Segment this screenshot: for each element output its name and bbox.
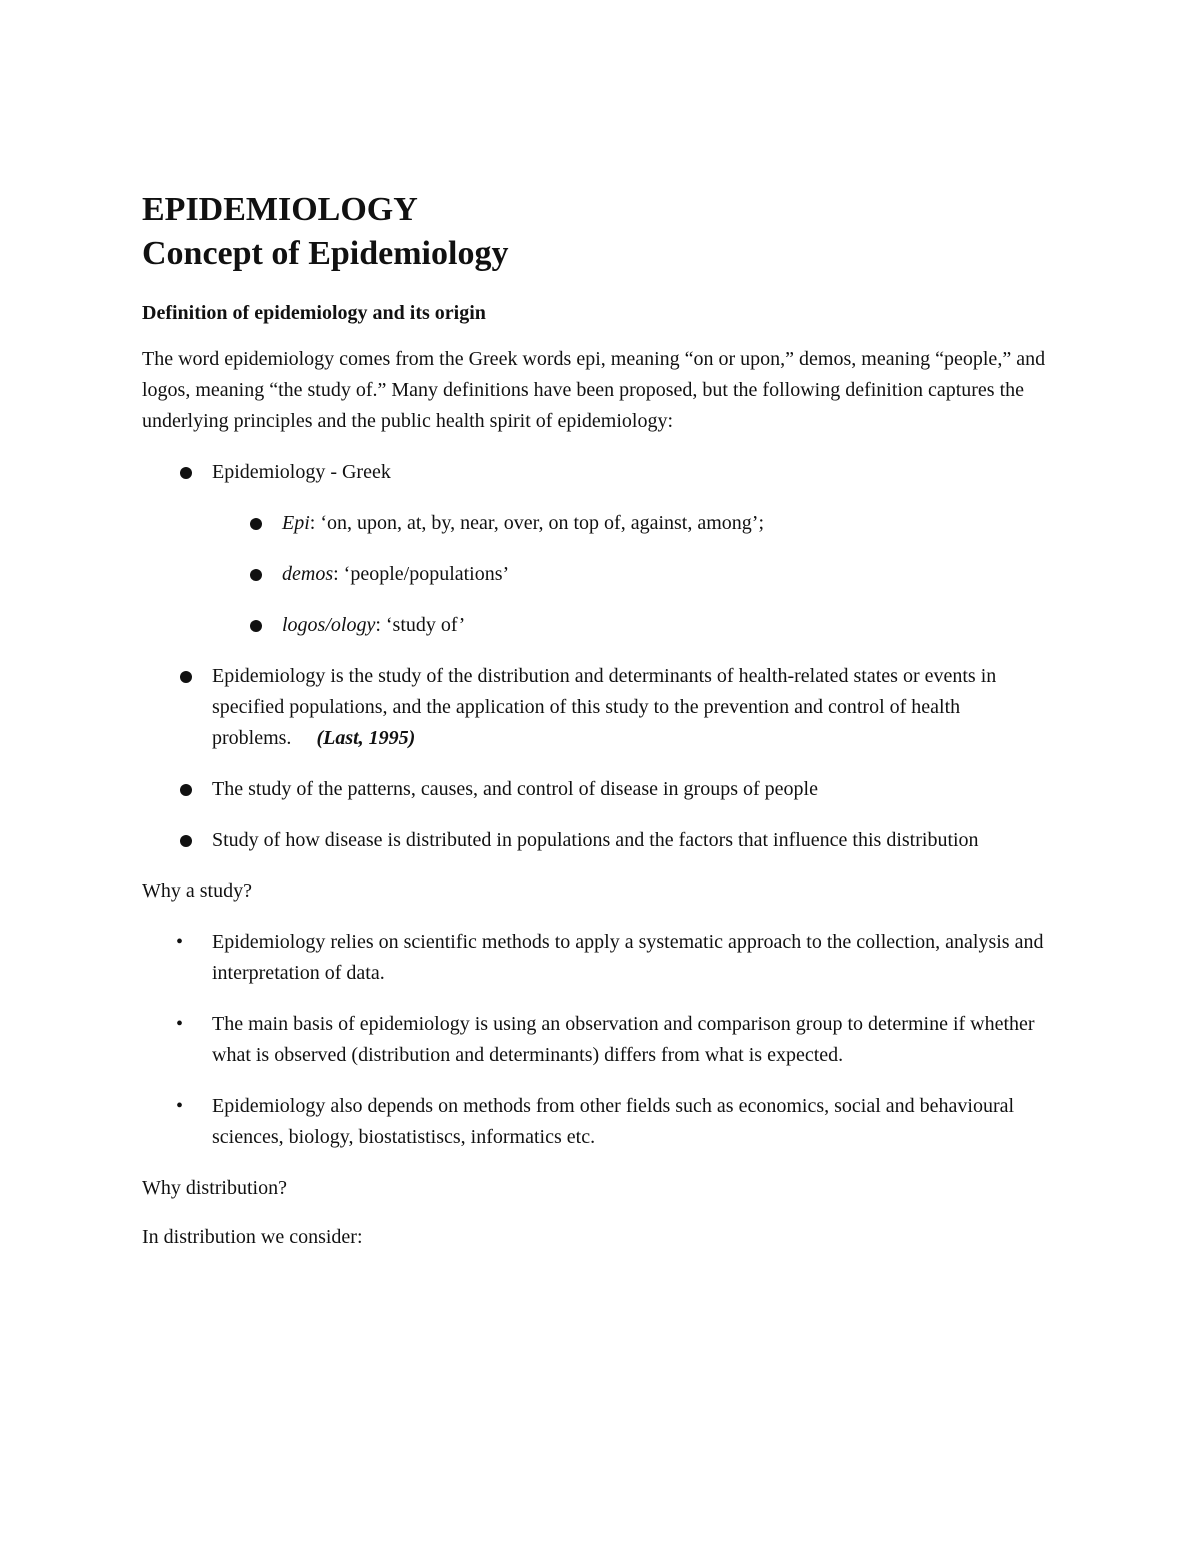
definition-list — [142, 457, 1062, 856]
document-title: EPIDEMIOLOGY — [142, 191, 418, 228]
list-item-text: The main basis of epidemiology is using an observation and comparison group to determine if whether what is observed (distribution and determinants) differs from what is expected. — [212, 1013, 1035, 1066]
term-epi: Epi — [282, 512, 310, 534]
intro-paragraph: The word epidemiology comes from the Greek words epi, meaning “on or upon,” demos, meaning “people,” and logos, meaning “the study of.” Many definitions have been proposed, but the following definition captures the underlying principles and the public health spirit of epidemiology: — [142, 348, 1046, 432]
bullet-icon: • — [176, 1095, 184, 1117]
distribution-intro: In distribution we consider: — [142, 1226, 363, 1248]
why-study-heading: Why a study? — [142, 880, 252, 902]
term-epi-meaning: : ‘on, upon, at, by, near, over, on top of, against, among’; — [309, 512, 764, 534]
bullet-icon — [180, 671, 192, 683]
list-item — [142, 457, 1062, 488]
why-study-list — [142, 927, 1062, 1153]
list-item — [142, 1091, 1062, 1153]
list-item — [142, 927, 1062, 989]
list-item-text: The study of the patterns, causes, and control of disease in groups of people — [212, 778, 818, 800]
bullet-icon — [250, 620, 262, 632]
list-item-text: Epidemiology also depends on methods from other fields such as economics, social and behavioural sciences, biology, biostatistiscs, informatics etc. — [212, 1095, 1015, 1148]
citation: (Last, 1995) — [316, 727, 416, 749]
list-item — [142, 508, 1062, 539]
document-page — [142, 188, 1062, 1253]
list-item-text: Epidemiology - Greek — [212, 461, 391, 483]
greek-terms-list — [212, 508, 1062, 641]
section-heading: Definition of epidemiology and its origin — [142, 302, 486, 324]
term-demos-meaning: : ‘people/populations’ — [333, 563, 510, 585]
bullet-icon — [180, 467, 192, 479]
bullet-icon — [250, 569, 262, 581]
list-item-text: Epidemiology relies on scientific methods to apply a systematic approach to the collection, analysis and interpretation of data. — [212, 931, 1044, 984]
list-item — [142, 825, 1062, 856]
bullet-icon — [180, 784, 192, 796]
list-item — [142, 1009, 1062, 1071]
list-item — [142, 661, 1062, 754]
list-item — [142, 774, 1062, 805]
term-logos-meaning: : ‘study of’ — [375, 614, 466, 636]
bullet-icon: • — [176, 1013, 184, 1035]
why-distribution-heading: Why distribution? — [142, 1177, 287, 1199]
list-item-text: Epidemiology is the study of the distribution and determinants of health-related states or events in specified populations, and the application of this study to the prevention and control of health problems. — [212, 665, 997, 749]
list-item — [142, 559, 1062, 590]
bullet-icon — [180, 835, 192, 847]
bullet-icon — [250, 518, 262, 530]
sub-list-container — [142, 508, 1062, 641]
document-subtitle: Concept of Epidemiology — [142, 235, 509, 272]
term-logos: logos/ology — [282, 614, 376, 636]
term-demos: demos — [282, 563, 334, 585]
list-item — [142, 610, 1062, 641]
bullet-icon: • — [176, 931, 184, 953]
list-item-text: Study of how disease is distributed in populations and the factors that influence this distribution — [212, 829, 979, 851]
